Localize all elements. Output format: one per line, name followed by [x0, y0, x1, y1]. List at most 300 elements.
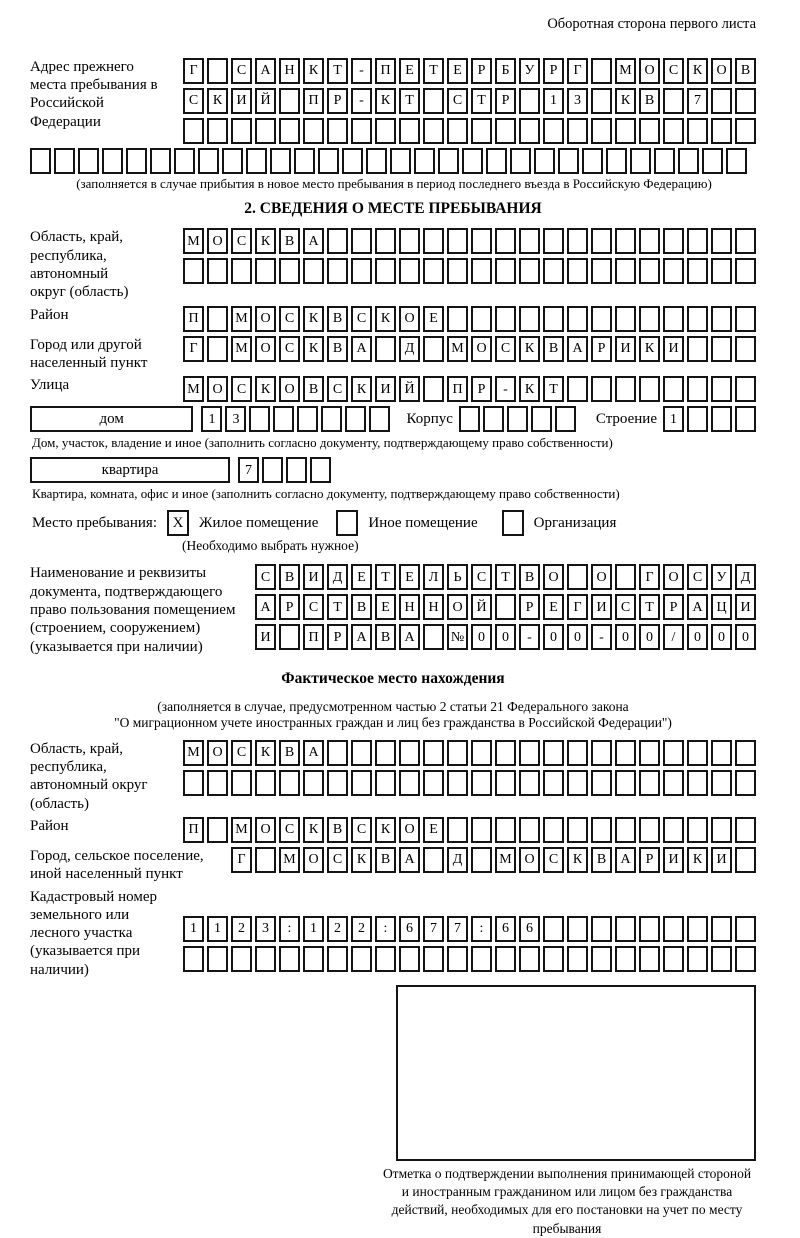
form-cell: [495, 306, 516, 332]
form-cell: Р: [543, 58, 564, 84]
form-cell: [687, 817, 708, 843]
form-cell: [471, 770, 492, 796]
form-cell: [615, 946, 636, 972]
form-cell: Т: [327, 594, 348, 620]
form-cell: [735, 817, 756, 843]
form-cell: С: [279, 306, 300, 332]
form-cell: В: [375, 847, 396, 873]
form-cell: [639, 376, 660, 402]
form-cell: В: [279, 228, 300, 254]
form-cell: [351, 118, 372, 144]
form-cell: [279, 946, 300, 972]
form-cell: [615, 817, 636, 843]
form-cell: -: [591, 624, 612, 650]
form-cell: [519, 228, 540, 254]
form-cell: [615, 306, 636, 332]
stay-type-checkbox-organization: [502, 510, 524, 536]
form-cell: 2: [231, 916, 252, 942]
actual-region-block: [30, 740, 756, 813]
form-cell: [519, 306, 540, 332]
form-cell: И: [231, 88, 252, 114]
document-row-2: [255, 594, 756, 620]
form-cell: [495, 258, 516, 284]
region-block: [30, 228, 756, 301]
form-cell: 0: [639, 624, 660, 650]
form-cell: 0: [687, 624, 708, 650]
district-block: [30, 306, 756, 332]
form-cell: [591, 916, 612, 942]
form-cell: [735, 916, 756, 942]
form-cell: [663, 817, 684, 843]
form-cell: [639, 817, 660, 843]
form-cell: Д: [399, 336, 420, 362]
actual-district-block: [30, 817, 756, 843]
form-cell: [735, 740, 756, 766]
form-cell: :: [375, 916, 396, 942]
form-cell: [678, 148, 699, 174]
form-cell: [471, 228, 492, 254]
cadastral-label: Кадастровый номер земельного или лесного участка (указывается при наличии): [30, 888, 157, 978]
form-cell: [735, 406, 756, 432]
form-cell: Г: [231, 847, 252, 873]
form-cell: Т: [639, 594, 660, 620]
form-cell: [711, 740, 732, 766]
form-cell: [207, 306, 228, 332]
form-cell: [615, 740, 636, 766]
form-cell: [423, 258, 444, 284]
form-cell: М: [447, 336, 468, 362]
form-cell: Р: [663, 594, 684, 620]
form-cell: [687, 258, 708, 284]
form-cell: [630, 148, 651, 174]
form-cell: Г: [183, 336, 204, 362]
form-cell: [639, 740, 660, 766]
form-cell: [543, 817, 564, 843]
form-cell: [207, 118, 228, 144]
form-cell: [447, 228, 468, 254]
form-cell: 6: [399, 916, 420, 942]
prev-address-caption: (заполняется в случае прибытия в новое место пребывания в период последнего въезда в Российскую Федерацию): [76, 175, 712, 191]
form-cell: [327, 258, 348, 284]
form-cell: К: [375, 88, 396, 114]
form-cell: [567, 946, 588, 972]
form-cell: [399, 258, 420, 284]
form-cell: [591, 118, 612, 144]
form-cell: [606, 148, 627, 174]
form-cell: О: [639, 58, 660, 84]
form-cell: И: [591, 594, 612, 620]
form-cell: -: [351, 88, 372, 114]
form-cell: [711, 228, 732, 254]
form-cell: [249, 406, 270, 432]
apartment-caption: Квартира, комната, офис и иное (заполнить согласно документу, подтверждающему право собственности): [32, 486, 620, 502]
form-cell: [483, 406, 504, 432]
form-cell: К: [375, 306, 396, 332]
form-cell: [207, 946, 228, 972]
form-cell: [711, 916, 732, 942]
form-cell: С: [231, 228, 252, 254]
house-number-cells: [201, 406, 390, 432]
form-cell: А: [255, 58, 276, 84]
form-cell: Т: [471, 88, 492, 114]
form-cell: [663, 88, 684, 114]
form-cell: [555, 406, 576, 432]
region-row-2: [183, 258, 756, 284]
stay-type-checkbox-residential: X: [167, 510, 189, 536]
form-cell: [423, 376, 444, 402]
form-cell: [711, 817, 732, 843]
form-cell: О: [255, 817, 276, 843]
form-cell: И: [663, 847, 684, 873]
form-cell: М: [183, 740, 204, 766]
actual-city-label: Город, сельское поселение, иной населенный пункт: [30, 847, 204, 883]
form-cell: [183, 118, 204, 144]
form-cell: [519, 258, 540, 284]
city-label: Город или другой населенный пункт: [30, 336, 148, 371]
form-cell: А: [351, 624, 372, 650]
stamp-box: [396, 985, 756, 1161]
form-cell: К: [687, 58, 708, 84]
form-cell: [447, 306, 468, 332]
form-cell: К: [687, 847, 708, 873]
form-cell: О: [399, 306, 420, 332]
form-cell: [375, 118, 396, 144]
form-cell: О: [255, 336, 276, 362]
form-cell: 7: [687, 88, 708, 114]
form-cell: [126, 148, 147, 174]
form-cell: [471, 847, 492, 873]
city-row: [183, 336, 756, 362]
form-cell: [183, 258, 204, 284]
form-cell: 0: [543, 624, 564, 650]
form-cell: [687, 946, 708, 972]
form-cell: [735, 847, 756, 873]
page-side-note: Оборотная сторона первого листа: [547, 16, 756, 32]
form-cell: 0: [567, 624, 588, 650]
form-cell: [702, 148, 723, 174]
form-cell: [471, 258, 492, 284]
form-cell: [423, 946, 444, 972]
form-cell: [54, 148, 75, 174]
form-cell: [735, 88, 756, 114]
form-cell: К: [303, 306, 324, 332]
form-cell: Т: [375, 564, 396, 590]
form-cell: [255, 847, 276, 873]
form-cell: В: [591, 847, 612, 873]
form-cell: [471, 118, 492, 144]
form-cell: К: [255, 376, 276, 402]
city-block: [30, 336, 756, 373]
form-cell: [735, 118, 756, 144]
form-cell: [711, 946, 732, 972]
form-cell: С: [687, 564, 708, 590]
form-cell: [663, 770, 684, 796]
form-cell: :: [471, 916, 492, 942]
korpus-cells: [459, 406, 576, 432]
form-cell: С: [351, 306, 372, 332]
form-cell: Т: [495, 564, 516, 590]
form-cell: :: [279, 916, 300, 942]
form-cell: 1: [207, 916, 228, 942]
form-cell: [399, 946, 420, 972]
form-cell: 3: [567, 88, 588, 114]
form-cell: С: [231, 376, 252, 402]
document-label: Наименование и реквизиты документа, подтверждающего право пользования помещением (строением, сооружением) (указывается при наличии): [30, 565, 236, 655]
actual-location-caption-2: "О миграционном учете иностранных граждан и лиц без гражданства в Российской Федерации"): [114, 715, 672, 731]
region-row-1: [183, 228, 756, 254]
form-cell: [711, 406, 732, 432]
prev-address-row-2: [183, 88, 756, 114]
form-cell: [351, 228, 372, 254]
form-cell: [351, 258, 372, 284]
form-cell: [543, 258, 564, 284]
form-cell: [663, 118, 684, 144]
actual-location-caption-1: (заполняется в случае, предусмотренном частью 2 статьи 21 Федерального закона: [157, 698, 629, 714]
form-cell: [231, 946, 252, 972]
form-cell: С: [351, 817, 372, 843]
form-cell: [231, 258, 252, 284]
form-cell: [591, 946, 612, 972]
form-cell: К: [519, 336, 540, 362]
form-cell: 1: [663, 406, 684, 432]
form-cell: [519, 88, 540, 114]
form-cell: -: [351, 58, 372, 84]
actual-region-row-2: [183, 770, 756, 796]
form-cell: [303, 258, 324, 284]
form-cell: К: [255, 740, 276, 766]
form-cell: К: [303, 336, 324, 362]
form-cell: [414, 148, 435, 174]
form-cell: 3: [225, 406, 246, 432]
form-cell: [687, 770, 708, 796]
form-cell: Л: [423, 564, 444, 590]
form-cell: [231, 770, 252, 796]
form-cell: К: [639, 336, 660, 362]
form-cell: [543, 306, 564, 332]
form-cell: В: [735, 58, 756, 84]
form-cell: [543, 228, 564, 254]
form-cell: Е: [423, 306, 444, 332]
form-cell: 1: [183, 916, 204, 942]
form-cell: [327, 770, 348, 796]
form-cell: [687, 916, 708, 942]
form-cell: [735, 336, 756, 362]
form-cell: [183, 770, 204, 796]
form-cell: [519, 817, 540, 843]
form-cell: 1: [201, 406, 222, 432]
form-cell: [459, 406, 480, 432]
stay-type-option-residential: Жилое помещение: [199, 514, 319, 531]
form-cell: [255, 770, 276, 796]
form-cell: Т: [399, 88, 420, 114]
cadastral-row-1: [183, 916, 756, 942]
form-cell: 7: [423, 916, 444, 942]
form-cell: [303, 118, 324, 144]
form-cell: [294, 148, 315, 174]
form-cell: А: [399, 847, 420, 873]
form-cell: Е: [423, 817, 444, 843]
form-cell: [222, 148, 243, 174]
form-cell: [447, 740, 468, 766]
form-cell: [462, 148, 483, 174]
form-cell: [423, 847, 444, 873]
form-cell: [711, 118, 732, 144]
form-cell: Н: [423, 594, 444, 620]
form-cell: О: [591, 564, 612, 590]
form-cell: [262, 457, 283, 483]
form-cell: Р: [471, 376, 492, 402]
form-cell: К: [351, 847, 372, 873]
form-cell: [567, 118, 588, 144]
form-cell: А: [399, 624, 420, 650]
form-cell: [438, 148, 459, 174]
form-cell: [303, 946, 324, 972]
form-cell: А: [687, 594, 708, 620]
form-cell: М: [615, 58, 636, 84]
form-cell: [615, 916, 636, 942]
form-cell: К: [207, 88, 228, 114]
form-cell: [543, 770, 564, 796]
form-cell: А: [615, 847, 636, 873]
form-cell: [735, 770, 756, 796]
cadastral-row-2: [183, 946, 756, 972]
form-cell: [591, 228, 612, 254]
form-cell: О: [711, 58, 732, 84]
form-cell: [567, 770, 588, 796]
prev-address-row-1: [183, 58, 756, 84]
form-cell: П: [303, 624, 324, 650]
form-cell: С: [279, 336, 300, 362]
district-label: Район: [30, 306, 69, 323]
form-cell: 6: [495, 916, 516, 942]
form-cell: С: [279, 817, 300, 843]
form-cell: Т: [543, 376, 564, 402]
form-cell: [663, 258, 684, 284]
form-cell: [310, 457, 331, 483]
form-cell: [447, 817, 468, 843]
house-caption: Дом, участок, владение и иное (заполнить согласно документу, подтверждающему право собственности): [32, 435, 613, 451]
form-cell: П: [303, 88, 324, 114]
form-cell: 3: [255, 916, 276, 942]
form-cell: [270, 148, 291, 174]
form-cell: С: [231, 740, 252, 766]
form-cell: [519, 770, 540, 796]
form-cell: С: [615, 594, 636, 620]
form-cell: О: [399, 817, 420, 843]
prev-address-label: Адрес прежнего места пребывания в Российской Федерации: [30, 58, 158, 130]
form-cell: [246, 148, 267, 174]
form-cell: О: [207, 740, 228, 766]
form-cell: [567, 564, 588, 590]
form-cell: [423, 740, 444, 766]
form-cell: О: [471, 336, 492, 362]
form-cell: К: [519, 376, 540, 402]
form-cell: С: [255, 564, 276, 590]
apartment-row: [30, 457, 756, 483]
form-cell: 0: [471, 624, 492, 650]
form-cell: [399, 740, 420, 766]
form-cell: [447, 946, 468, 972]
form-cell: И: [615, 336, 636, 362]
form-cell: Д: [447, 847, 468, 873]
form-cell: -: [495, 376, 516, 402]
form-cell: [279, 258, 300, 284]
form-cell: [567, 306, 588, 332]
form-cell: Д: [735, 564, 756, 590]
form-cell: -: [519, 624, 540, 650]
form-cell: [286, 457, 307, 483]
form-cell: [735, 376, 756, 402]
form-cell: А: [567, 336, 588, 362]
form-cell: [495, 817, 516, 843]
form-cell: Р: [495, 88, 516, 114]
form-cell: [639, 946, 660, 972]
form-cell: [495, 118, 516, 144]
form-cell: 0: [735, 624, 756, 650]
form-cell: С: [231, 58, 252, 84]
form-cell: О: [207, 376, 228, 402]
form-cell: [279, 118, 300, 144]
form-cell: [735, 228, 756, 254]
form-cell: [615, 118, 636, 144]
cadastral-block: [30, 888, 756, 979]
actual-city-block: [30, 847, 756, 884]
form-cell: [510, 148, 531, 174]
form-cell: О: [447, 594, 468, 620]
stamp-area: [378, 985, 756, 1238]
stroenie-label: Строение: [595, 411, 657, 428]
street-label: Улица: [30, 377, 70, 394]
form-cell: И: [711, 847, 732, 873]
form-cell: [321, 406, 342, 432]
form-cell: [255, 118, 276, 144]
form-cell: [447, 258, 468, 284]
form-cell: [639, 228, 660, 254]
form-cell: [198, 148, 219, 174]
form-cell: [495, 740, 516, 766]
form-cell: С: [183, 88, 204, 114]
form-cell: Р: [519, 594, 540, 620]
form-cell: [207, 817, 228, 843]
form-cell: В: [327, 817, 348, 843]
form-cell: О: [663, 564, 684, 590]
form-cell: [663, 228, 684, 254]
form-cell: 0: [711, 624, 732, 650]
form-cell: [591, 770, 612, 796]
form-cell: Г: [567, 58, 588, 84]
form-cell: Е: [375, 594, 396, 620]
form-cell: [591, 58, 612, 84]
form-cell: Г: [183, 58, 204, 84]
form-cell: 0: [615, 624, 636, 650]
form-cell: [471, 946, 492, 972]
form-cell: К: [375, 817, 396, 843]
actual-district-row: [183, 817, 756, 843]
form-cell: 1: [543, 88, 564, 114]
form-cell: [375, 946, 396, 972]
form-cell: [279, 770, 300, 796]
form-cell: [495, 770, 516, 796]
form-cell: [327, 118, 348, 144]
form-cell: [591, 306, 612, 332]
form-cell: [639, 118, 660, 144]
form-cell: [423, 624, 444, 650]
form-cell: [471, 817, 492, 843]
form-cell: Р: [639, 847, 660, 873]
stay-type-label: Место пребывания:: [32, 514, 157, 531]
form-cell: 2: [327, 916, 348, 942]
form-cell: Р: [327, 88, 348, 114]
